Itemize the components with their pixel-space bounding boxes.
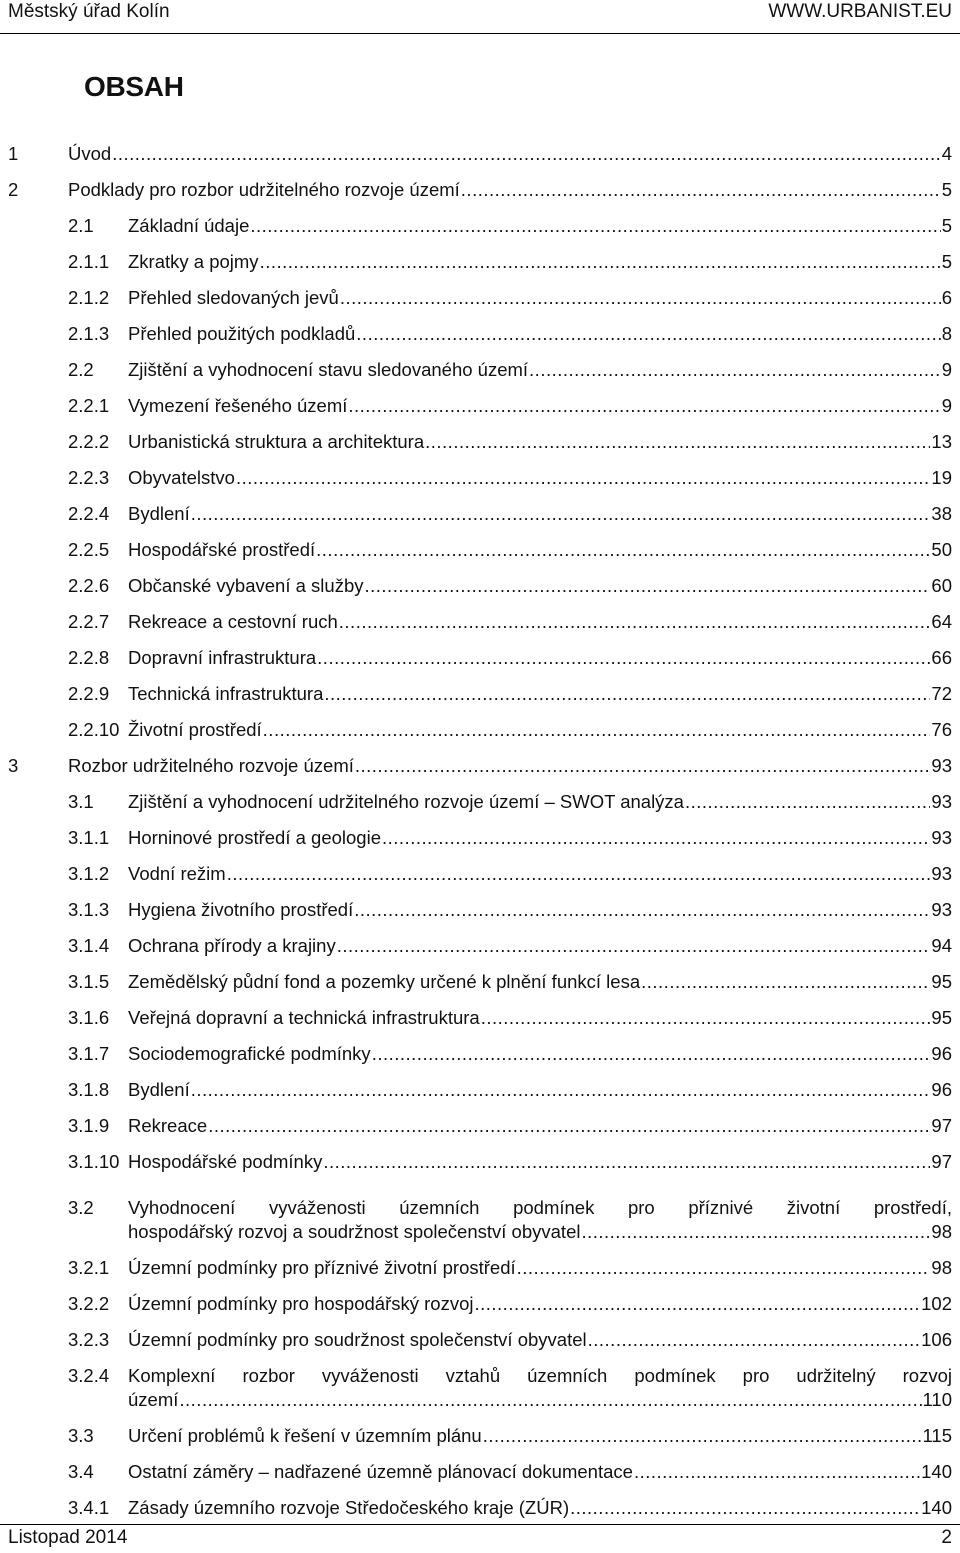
toc-entry-title: Ochrana přírody a krajiny	[128, 935, 336, 956]
toc-entry-number: 3.1.1	[68, 827, 110, 848]
toc-page-number: 4	[941, 143, 952, 164]
toc-entry-title: Vymezení řešeného území	[128, 395, 348, 416]
toc-entry-number: 2.1.3	[68, 323, 110, 344]
toc-entry[interactable]	[0, 968, 960, 996]
toc-page-number: 72	[931, 683, 952, 704]
toc-page-number: 93	[931, 755, 952, 776]
toc-entry[interactable]	[0, 752, 960, 780]
toc-page-number: 38	[931, 503, 952, 524]
toc-page-number: 97	[931, 1115, 952, 1136]
toc-dot-leader	[260, 248, 941, 276]
toc-entry-title: Podklady pro rozbor udržitelného rozvoje území	[68, 179, 460, 200]
toc-entry[interactable]	[0, 788, 960, 816]
toc-entry-number: 2.2.10	[68, 719, 120, 740]
toc-entry-title: Životní prostředí	[128, 719, 262, 740]
toc-dot-leader	[250, 212, 940, 240]
toc-page-number: 96	[931, 1079, 952, 1100]
toc-dot-leader	[365, 572, 931, 600]
toc-page-number: 76	[931, 719, 952, 740]
toc-dot-leader	[634, 1458, 920, 1486]
toc-page-number: 98	[931, 1221, 952, 1242]
toc-entry-number: 3.2.4	[68, 1365, 110, 1386]
toc-entry-title: Bydlení	[128, 503, 190, 524]
toc-page-number: 93	[931, 899, 952, 920]
toc-page-number: 19	[931, 467, 952, 488]
toc-page-number: 5	[941, 215, 952, 236]
toc-entry-number: 3.3	[68, 1425, 94, 1446]
toc-page-number: 66	[931, 647, 952, 668]
toc-entry-title: Urbanistická struktura a architektura	[128, 431, 425, 452]
toc-entry-title: Komplexní rozbor vyváženosti vztahů územních podmínek pro udržitelný rozvoj	[128, 1365, 952, 1386]
toc-dot-leader	[323, 1148, 930, 1176]
toc-entry-number: 1	[8, 143, 19, 164]
toc-entry-number: 3.2.2	[68, 1293, 110, 1314]
toc-dot-leader	[483, 1422, 922, 1450]
toc-dot-leader	[481, 1004, 931, 1032]
toc-entry-number: 3.1	[68, 791, 94, 812]
toc-dot-leader	[354, 896, 930, 924]
toc-dot-leader	[355, 752, 931, 780]
toc-entry[interactable]	[0, 1254, 960, 1282]
toc-entry[interactable]	[0, 248, 960, 276]
toc-entry-number: 3.1.5	[68, 971, 110, 992]
toc-entry-number: 2.2.7	[68, 611, 110, 632]
toc-dot-leader	[227, 860, 931, 888]
toc-entry-number: 2	[8, 179, 19, 200]
toc-entry-title: Určení problémů k řešení v územním plánu	[128, 1425, 482, 1446]
toc-entry-number: 2.1	[68, 215, 94, 236]
toc-dot-leader	[356, 320, 940, 348]
toc-entry-title: Hospodářské podmínky	[128, 1151, 323, 1172]
toc-entry[interactable]	[0, 572, 960, 600]
toc-page-number: 6	[941, 287, 952, 308]
toc-entry-number: 3.4	[68, 1461, 94, 1482]
toc-entry-title: Územní podmínky pro hospodářský rozvoj	[128, 1293, 474, 1314]
toc-entry-title: Zjištění a vyhodnocení udržitelného rozvoje území – SWOT analýza	[128, 791, 684, 812]
toc-entry-title: Územní podmínky pro příznivé životní prostředí	[128, 1257, 516, 1278]
toc-page-number: 140	[921, 1461, 952, 1482]
toc-entry-number: 3.1.10	[68, 1151, 120, 1172]
toc-page-number: 94	[931, 935, 952, 956]
toc-dot-leader	[263, 716, 931, 744]
toc-dot-leader	[340, 284, 941, 312]
toc-entry-title: Dopravní infrastruktura	[128, 647, 317, 668]
toc-entry[interactable]	[0, 176, 960, 204]
toc-dot-leader	[685, 788, 930, 816]
toc-page-number: 95	[931, 1007, 952, 1028]
toc-entry[interactable]	[0, 392, 960, 420]
toc-page-number: 8	[941, 323, 952, 344]
toc-dot-leader	[474, 1290, 920, 1318]
toc-entry-number: 3.1.7	[68, 1043, 110, 1064]
toc-entry[interactable]	[0, 1326, 960, 1354]
toc-entry-number: 3	[8, 755, 19, 776]
toc-dot-leader	[236, 464, 930, 492]
toc-entry[interactable]	[0, 860, 960, 888]
toc-entry[interactable]	[0, 212, 960, 240]
toc-entry[interactable]	[0, 1076, 960, 1104]
toc-entry-number: 2.1.1	[68, 251, 110, 272]
toc-entry[interactable]	[0, 644, 960, 672]
toc-entry-title: Sociodemografické podmínky	[128, 1043, 371, 1064]
toc-entry[interactable]	[0, 464, 960, 492]
toc-page-number: 95	[931, 971, 952, 992]
toc-entry[interactable]	[0, 896, 960, 924]
toc-entry-number: 2.2.3	[68, 467, 110, 488]
toc-entry[interactable]	[0, 320, 960, 348]
toc-dot-leader	[425, 428, 930, 456]
toc-entry-title: Veřejná dopravní a technická infrastruktura	[128, 1007, 480, 1028]
toc-entry[interactable]	[0, 716, 960, 744]
toc-page-number: 93	[931, 863, 952, 884]
toc-page-number: 96	[931, 1043, 952, 1064]
toc-entry-title: Územní podmínky pro soudržnost společenství obyvatel	[128, 1329, 587, 1350]
toc-page-number: 9	[941, 395, 952, 416]
toc-dot-leader	[581, 1218, 930, 1246]
toc-entry-number: 2.2.2	[68, 431, 110, 452]
toc-entry[interactable]	[0, 428, 960, 456]
toc-page-number: 102	[921, 1293, 952, 1314]
toc-page-number: 5	[941, 179, 952, 200]
toc-entry-title: Zkratky a pojmy	[128, 251, 259, 272]
toc-page-number: 50	[931, 539, 952, 560]
footer-date: Listopad 2014	[8, 1527, 128, 1548]
toc-page-number: 5	[941, 251, 952, 272]
toc-entry[interactable]	[0, 500, 960, 528]
toc-dot-leader	[529, 356, 941, 384]
toc-entry[interactable]	[0, 536, 960, 564]
toc-dot-leader	[191, 1076, 931, 1104]
toc-entry[interactable]	[0, 356, 960, 384]
toc-page-number: 98	[931, 1257, 952, 1278]
toc-entry-title: Rekreace	[128, 1115, 208, 1136]
toc-dot-leader	[641, 968, 930, 996]
toc-dot-leader	[324, 680, 930, 708]
toc-entry-title: Rekreace a cestovní ruch	[128, 611, 338, 632]
toc-dot-leader	[317, 644, 930, 672]
toc-entry-title: Úvod	[68, 143, 112, 164]
toc-dot-leader	[337, 932, 931, 960]
header-right-text: WWW.URBANIST.EU	[768, 1, 952, 22]
toc-entry-number: 3.4.1	[68, 1497, 110, 1518]
toc-entry-title-continued: hospodářský rozvoj a soudržnost společenství obyvatel	[128, 1221, 581, 1242]
toc-entry-number: 2.2.6	[68, 575, 110, 596]
toc-page-number: 140	[921, 1497, 952, 1518]
toc-entry-title: Ostatní záměry – nadřazené územně plánovací dokumentace	[128, 1461, 633, 1482]
toc-dot-leader	[316, 536, 930, 564]
toc-dot-leader	[570, 1494, 920, 1522]
header-left-text: Městský úřad Kolín	[8, 1, 170, 22]
toc-entry-number: 2.2	[68, 359, 94, 380]
toc-dot-leader	[348, 392, 940, 420]
toc-entry-number: 2.2.9	[68, 683, 110, 704]
toc-entry[interactable]	[0, 824, 960, 852]
toc-entry-number: 2.2.5	[68, 539, 110, 560]
toc-entry-number: 2.2.1	[68, 395, 110, 416]
toc-entry-number: 3.2.1	[68, 1257, 110, 1278]
toc-entry-title: Vyhodnocení vyváženosti územních podmínek pro příznivé životní prostředí,	[128, 1197, 952, 1218]
toc-dot-leader	[191, 500, 931, 528]
toc-entry-number: 2.2.4	[68, 503, 110, 524]
toc-entry-title-continued: území	[128, 1389, 179, 1410]
toc-entry-title: Horninové prostředí a geologie	[128, 827, 381, 848]
toc-entry-number: 3.1.3	[68, 899, 110, 920]
toc-entry[interactable]	[0, 1458, 960, 1486]
page-footer	[0, 1524, 960, 1553]
toc-entry-title: Technická infrastruktura	[128, 683, 324, 704]
toc-dot-leader	[112, 140, 941, 168]
toc-page-number: 13	[931, 431, 952, 452]
toc-dot-leader	[382, 824, 930, 852]
toc-entry-title: Přehled sledovaných jevů	[128, 287, 339, 308]
toc-entry[interactable]	[0, 1040, 960, 1068]
toc-entry[interactable]	[0, 140, 960, 168]
toc-entry[interactable]	[0, 608, 960, 636]
toc-entry-number: 3.1.9	[68, 1115, 110, 1136]
toc-entry[interactable]	[0, 1194, 960, 1246]
toc-entry-title: Obyvatelstvo	[128, 467, 235, 488]
toc-dot-leader	[208, 1112, 930, 1140]
toc-entry-title: Hospodářské prostředí	[128, 539, 316, 560]
toc-entry-title: Občanské vybavení a služby	[128, 575, 364, 596]
toc-dot-leader	[517, 1254, 931, 1282]
toc-entry-number: 2.2.8	[68, 647, 110, 668]
toc-entry-title: Bydlení	[128, 1079, 190, 1100]
toc-page-number: 93	[931, 791, 952, 812]
toc-entry[interactable]	[0, 1362, 960, 1414]
toc-dot-leader	[461, 176, 941, 204]
toc-entry[interactable]	[0, 1148, 960, 1176]
toc-entry[interactable]	[0, 1290, 960, 1318]
toc-page-number: 97	[931, 1151, 952, 1172]
toc-dot-leader	[179, 1386, 921, 1414]
toc-entry-number: 3.1.8	[68, 1079, 110, 1100]
toc-entry-title: Vodní režim	[128, 863, 226, 884]
toc-page-number: 93	[931, 827, 952, 848]
toc-dot-leader	[588, 1326, 921, 1354]
toc-entry-number: 3.2.3	[68, 1329, 110, 1350]
toc-entry-title: Hygiena životního prostředí	[128, 899, 354, 920]
toc-page-number: 115	[922, 1425, 952, 1446]
toc-entry[interactable]	[0, 1004, 960, 1032]
toc-dot-leader	[339, 608, 931, 636]
toc-entry-number: 3.2	[68, 1197, 94, 1218]
toc-entry[interactable]	[0, 1112, 960, 1140]
toc-entry[interactable]	[0, 680, 960, 708]
toc-entry-title: Zjištění a vyhodnocení stavu sledovaného území	[128, 359, 529, 380]
toc-entry[interactable]	[0, 1494, 960, 1522]
toc-page-number: 64	[931, 611, 952, 632]
toc-dot-leader	[372, 1040, 931, 1068]
toc-entry-title: Rozbor udržitelného rozvoje území	[68, 755, 354, 776]
toc-entry-title: Základní údaje	[128, 215, 250, 236]
toc-entry[interactable]	[0, 932, 960, 960]
toc-page-number: 60	[931, 575, 952, 596]
toc-entry-number: 3.1.4	[68, 935, 110, 956]
toc-entry[interactable]	[0, 1422, 960, 1450]
toc-entry-number: 3.1.6	[68, 1007, 110, 1028]
toc-entry[interactable]	[0, 284, 960, 312]
toc-entry-number: 2.1.2	[68, 287, 110, 308]
toc-page-number: 9	[941, 359, 952, 380]
toc-entry-title: Zásady územního rozvoje Středočeského kraje (ZÚR)	[128, 1497, 570, 1518]
toc-page-number: 106	[921, 1329, 952, 1350]
page-number: 2	[941, 1527, 952, 1548]
toc-entry-title: Přehled použitých podkladů	[128, 323, 356, 344]
page-title: OBSAH	[84, 71, 184, 102]
toc-page-number: 110	[922, 1389, 952, 1410]
toc-entry-number: 3.1.2	[68, 863, 110, 884]
toc-entry-title: Zemědělský půdní fond a pozemky určené k plnění funkcí lesa	[128, 971, 641, 992]
